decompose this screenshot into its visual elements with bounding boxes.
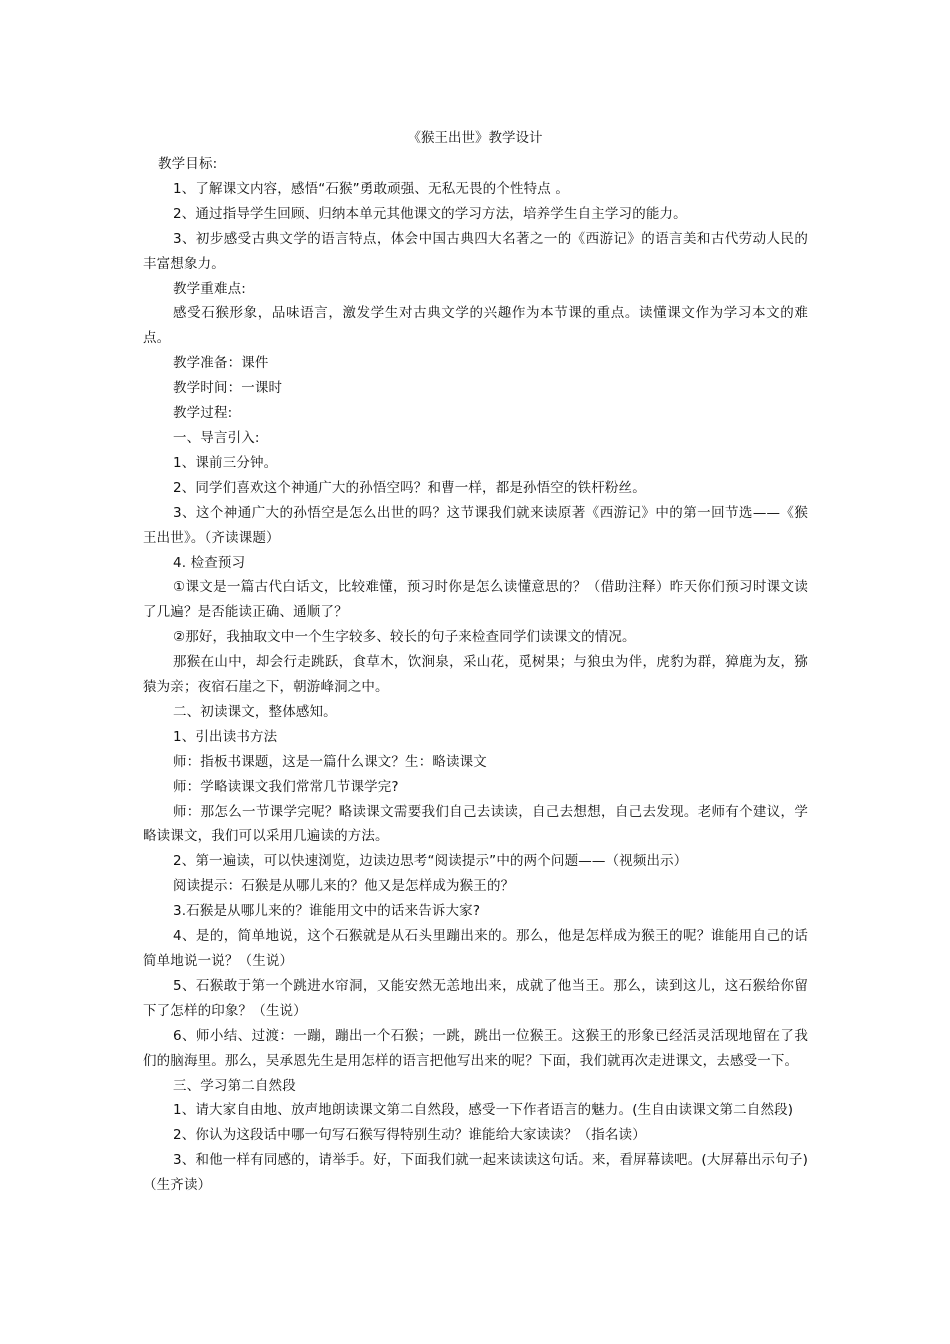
paragraph: 3、和他一样有同感的，请举手。好，下面我们就一起来读读这句话。来，看屏幕读吧。(大屏幕出示句子)（生齐读） <box>143 1152 808 1194</box>
paragraph: 教学重难点: <box>173 280 246 297</box>
paragraph: 4、是的，简单地说，这个石猴就是从石头里蹦出来的。那么，他是怎样成为猴王的呢？谁能用自己的话简单地说一说？（生说） <box>143 928 808 969</box>
paragraph: 3、这个神通广大的孙悟空是怎么出世的吗？这节课我们就来读原著《西游记》中的第一回节选——《猴王出世》。（齐读课题） <box>143 504 808 546</box>
paragraph: 师：学略读课文我们常常几节课学完? <box>173 778 399 795</box>
document-body <box>143 152 808 1198</box>
paragraph: ①课文是一篇古代白话文，比较难懂，预习时你是怎么读懂意思的？（借助注释）昨天你们预习时课文读了几遍？是否能读正确、通顺了？ <box>143 579 808 621</box>
paragraph: 二、初读课文，整体感知。 <box>173 703 337 720</box>
paragraph: 教学过程: <box>173 405 233 422</box>
paragraph: 教学目标: <box>158 156 218 172</box>
paragraph: 2、同学们喜欢这个神通广大的孙悟空吗？和曹一样，都是孙悟空的铁杆粉丝。 <box>173 479 646 496</box>
paragraph: 3.石猴是从哪儿来的？谁能用文中的话来告诉大家? <box>173 903 481 920</box>
paragraph: 6、师小结、过渡：一蹦，蹦出一个石猴；一跳，跳出一位猴王。这猴王的形象已经活灵活现地留在了我们的脑海里。那么，吴承恩先生是用怎样的语言把他写出来的呢？下面，我们就再次走进课文，去感受一下。 <box>143 1027 808 1069</box>
paragraph: 阅读提示：石猴是从哪儿来的？他又是怎样成为猴王的？ <box>173 878 515 895</box>
paragraph: 教学时间：一课时 <box>173 380 283 397</box>
paragraph: 5、石猴敢于第一个跳进水帘洞，又能安然无恙地出来，成就了他当王。那么，读到这儿，这石猴给你留下了怎样的印象？（生说） <box>143 977 808 1019</box>
paragraph: 1、引出读书方法 <box>173 728 278 745</box>
paragraph: 1、课前三分钟。 <box>173 454 278 471</box>
document-title: 《猴王出世》教学设计 <box>407 130 543 146</box>
paragraph: 感受石猴形象，品味语言，激发学生对古典文学的兴趣作为本节课的重点。读懂课文作为学习本文的难点。 <box>143 305 808 347</box>
paragraph: ②那好，我抽取文中一个生字较多、较长的句子来检查同学们读课文的情况。 <box>173 629 636 646</box>
paragraph: 教学准备：课件 <box>173 355 269 372</box>
paragraph: 1、了解课文内容，感悟“石猴”勇敢顽强、无私无畏的个性特点 。 <box>173 180 570 197</box>
paragraph: 2、第一遍读，可以快速浏览，边读边思考“阅读提示”中的两个问题——（视频出示） <box>173 853 688 870</box>
paragraph: 1、请大家自由地、放声地朗读课文第二自然段，感受一下作者语言的魅力。(生自由读课文第二自然段) <box>173 1102 794 1119</box>
paragraph: 3、初步感受古典文学的语言特点，体会中国古典四大名著之一的《西游记》的语言美和古代劳动人民的丰富想象力。 <box>143 230 808 272</box>
paragraph: 师：指板书课题，这是一篇什么课文？生：略读课文 <box>173 753 487 770</box>
paragraph: 那猴在山中，却会行走跳跃，食草木，饮涧泉，采山花，觅树果；与狼虫为伴，虎豹为群，獐鹿为友，猕猿为亲；夜宿石崖之下，朝游峰洞之中。 <box>143 654 808 696</box>
paragraph: 2、通过指导学生回顾、归纳本单元其他课文的学习方法，培养学生自主学习的能力。 <box>173 205 687 222</box>
paragraph: 三、学习第二自然段 <box>173 1077 296 1094</box>
paragraph: 2、你认为这段话中哪一句写石猴写得特别生动？谁能给大家读读？（指名读） <box>173 1127 646 1144</box>
paragraph: 师：那怎么一节课学完呢？略读课文需要我们自己去读读，自己去想想，自己去发现。老师有个建议，学略读课文，我们可以采用几遍读的方法。 <box>143 803 808 845</box>
paragraph: 4. 检查预习 <box>173 554 246 571</box>
paragraph: 一、导言引入: <box>173 429 260 446</box>
